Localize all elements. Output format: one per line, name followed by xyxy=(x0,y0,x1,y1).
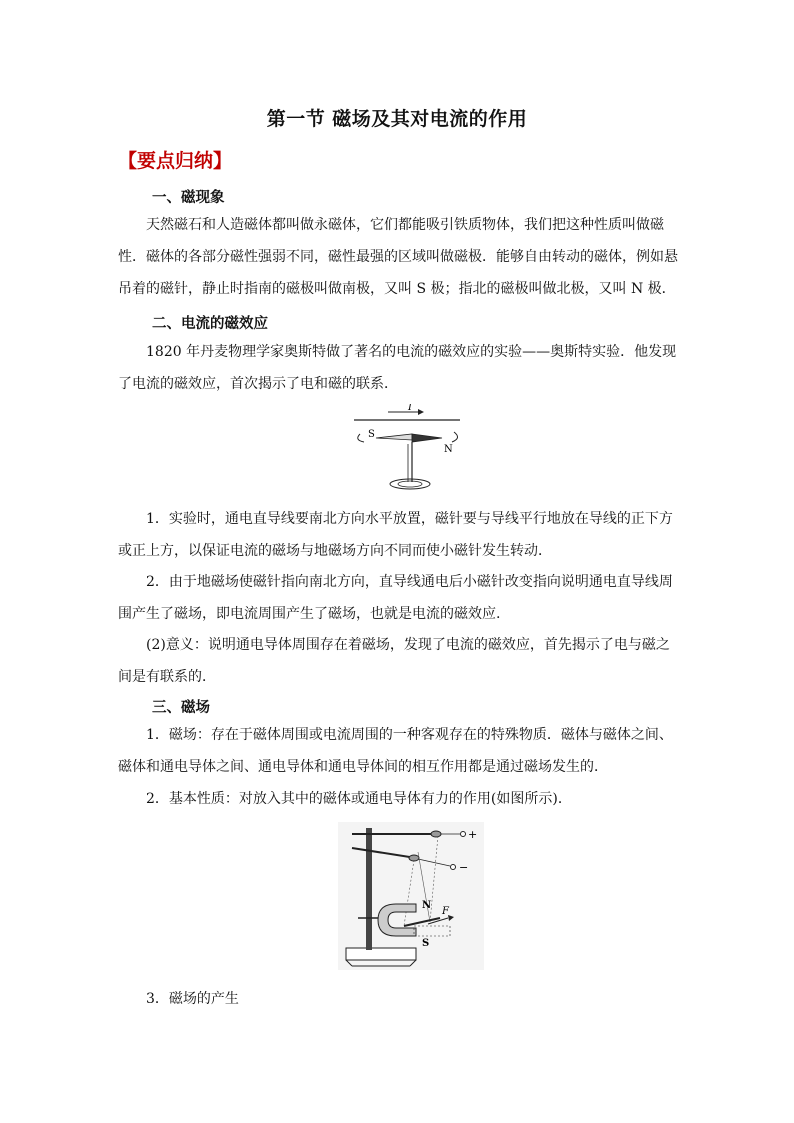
section-heading: 【要点归纳】 xyxy=(118,150,233,172)
needle-s-label: S xyxy=(368,429,375,440)
stand-base xyxy=(346,948,416,960)
paragraph-magnetic-phenomena xyxy=(118,209,680,305)
needle-n-label: N xyxy=(444,444,453,455)
force-on-conductor-figure xyxy=(338,822,484,970)
plus-terminal-label: + xyxy=(468,828,478,841)
paragraph-text: 1820 年丹麦物理学家奥斯特做了著名的电流的磁效应的实验——奥斯特实验．他发现了电流的磁效应，首次揭示了电和磁的联系． xyxy=(118,344,677,392)
rotation-arc-left xyxy=(358,434,364,442)
needle-south-half xyxy=(376,434,412,440)
item-text: 2．由于地磁场使磁针指向南北方向，直导线通电后小磁针改变指向说明通电直导线周围产生了磁场，即电流周围产生了磁场，也就是电流的磁效应. xyxy=(118,574,673,622)
magnet-n-label: N xyxy=(422,900,432,911)
item-text: (2)意义：说明通电导体周围存在着磁场，发现了电流的磁效应，首先揭示了电与磁之间是有联系的． xyxy=(118,637,670,685)
heading-magnetic-phenomena: 一、磁现象 xyxy=(152,190,225,206)
rotation-arc-right xyxy=(452,432,458,442)
force-label: F xyxy=(442,906,449,917)
oersted-experiment-figure xyxy=(350,404,466,498)
stand-pole xyxy=(366,828,372,950)
item-text: 1．实验时，通电直导线要南北方向水平放置，磁针要与导线平行地放在导线的正下方或正上方，以保证电流的磁场与地磁场方向不同而使小磁针发生转动． xyxy=(118,511,673,559)
heading-magnetic-field: 三、磁场 xyxy=(152,700,210,716)
page-title: 第一节 磁场及其对电流的作用 xyxy=(266,108,528,130)
item-field-origin xyxy=(118,988,239,1008)
needle-north-half xyxy=(412,434,442,442)
current-arrowhead xyxy=(418,409,424,415)
current-label: I xyxy=(408,404,412,413)
paragraph-text: 天然磁石和人造磁体都叫做永磁体，它们都能吸引铁质物体，我们把这种性质叫做磁性．磁体的各部分磁性强弱不同，磁性最强的区域叫做磁极．能够自由转动的磁体，例如悬吊着的磁针，静止时指南的磁极叫做南极，又叫 S 极；指北的磁极叫做北极，又叫 N 极． xyxy=(118,217,678,297)
stand-base xyxy=(390,479,430,489)
item-experiment-1 xyxy=(118,503,680,567)
item-magnetic-field-definition xyxy=(118,719,680,783)
item-basic-property xyxy=(118,783,680,815)
item-text: 2．基本性质：对放入其中的磁体或通电导体有力的作用(如图所示)． xyxy=(146,791,572,807)
heading-current-magnetic-effect: 二、电流的磁效应 xyxy=(152,316,268,332)
minus-terminal-label: − xyxy=(459,861,469,874)
magnet-s-label: S xyxy=(422,938,430,949)
paragraph-oersted xyxy=(118,336,680,400)
item-text: 3．磁场的产生 xyxy=(146,991,239,1007)
item-experiment-2 xyxy=(118,566,680,630)
item-text: 1．磁场：存在于磁体周围或电流周围的一种客观存在的特殊物质．磁体与磁体之间、磁体和通电导体之间、通电导体和通电导体间的相互作用都是通过磁场发生的． xyxy=(118,727,673,775)
item-significance xyxy=(118,629,680,693)
